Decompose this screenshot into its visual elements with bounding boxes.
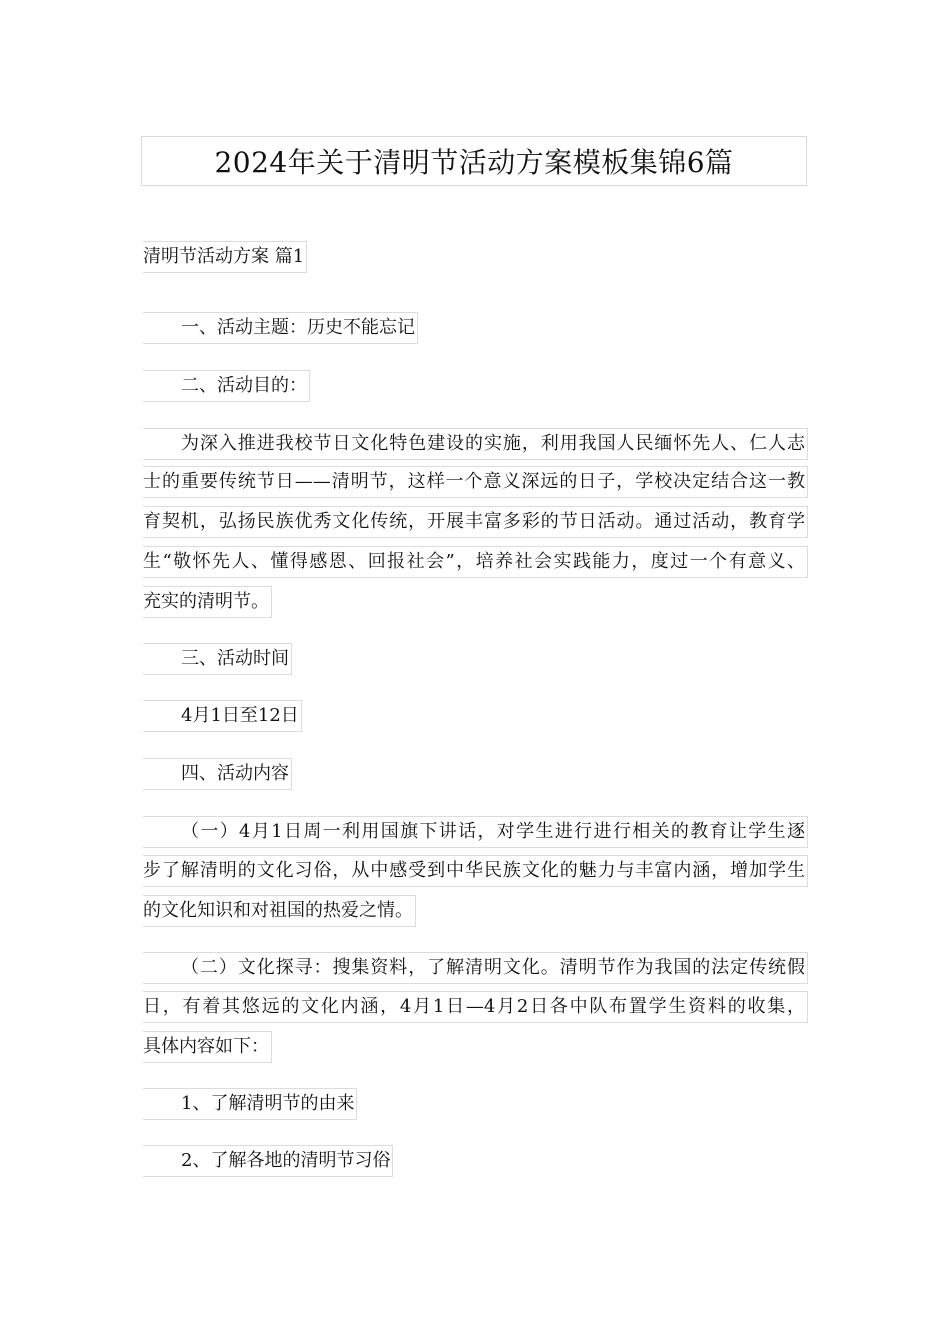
purpose-line: 充实的清明节。 [143,586,272,618]
content-heading: 四、活动内容 [143,758,292,790]
time-value: 4月1日至12日 [143,700,302,732]
purpose-line: 士的重要传统节日——清明节，这样一个意义深远的日子，学校决定结合这一教 [143,466,808,498]
subitem-2: 2、了解各地的清明节习俗 [143,1145,393,1177]
subitem-1: 1、了解清明节的由来 [143,1088,357,1120]
purpose-heading: 二、活动目的： [143,370,310,402]
item1-line: （一）4月1日周一利用国旗下讲话，对学生进行进行相关的教育让学生逐 [143,816,808,848]
item1-line: 步了解清明的文化习俗，从中感受到中华民族文化的魅力与丰富内涵，增加学生 [143,855,808,887]
item2-line: 具体内容如下： [143,1031,272,1063]
item2-line: （二）文化探寻：搜集资料，了解清明文化。清明节作为我国的法定传统假 [143,952,808,984]
time-heading: 三、活动时间 [143,643,292,675]
theme-line: 一、活动主题：历史不能忘记 [143,312,418,344]
purpose-line: 生“敬怀先人、懂得感恩、回报社会”，培养社会实践能力，度过一个有意义、 [143,546,808,578]
item2-line: 日，有着其悠远的文化内涵，4月1日—4月2日各中队布置学生资料的收集， [143,991,808,1023]
item1-line: 的文化知识和对祖国的热爱之情。 [143,895,416,927]
purpose-line: 育契机，弘扬民族优秀文化传统，开展丰富多彩的节日活动。通过活动，教育学 [143,506,808,538]
purpose-line: 为深入推进我校节日文化特色建设的实施，利用我国人民缅怀先人、仁人志 [143,428,808,460]
section-heading: 清明节活动方案 篇1 [143,241,307,273]
document-title: 2024年关于清明节活动方案模板集锦6篇 [141,136,807,186]
